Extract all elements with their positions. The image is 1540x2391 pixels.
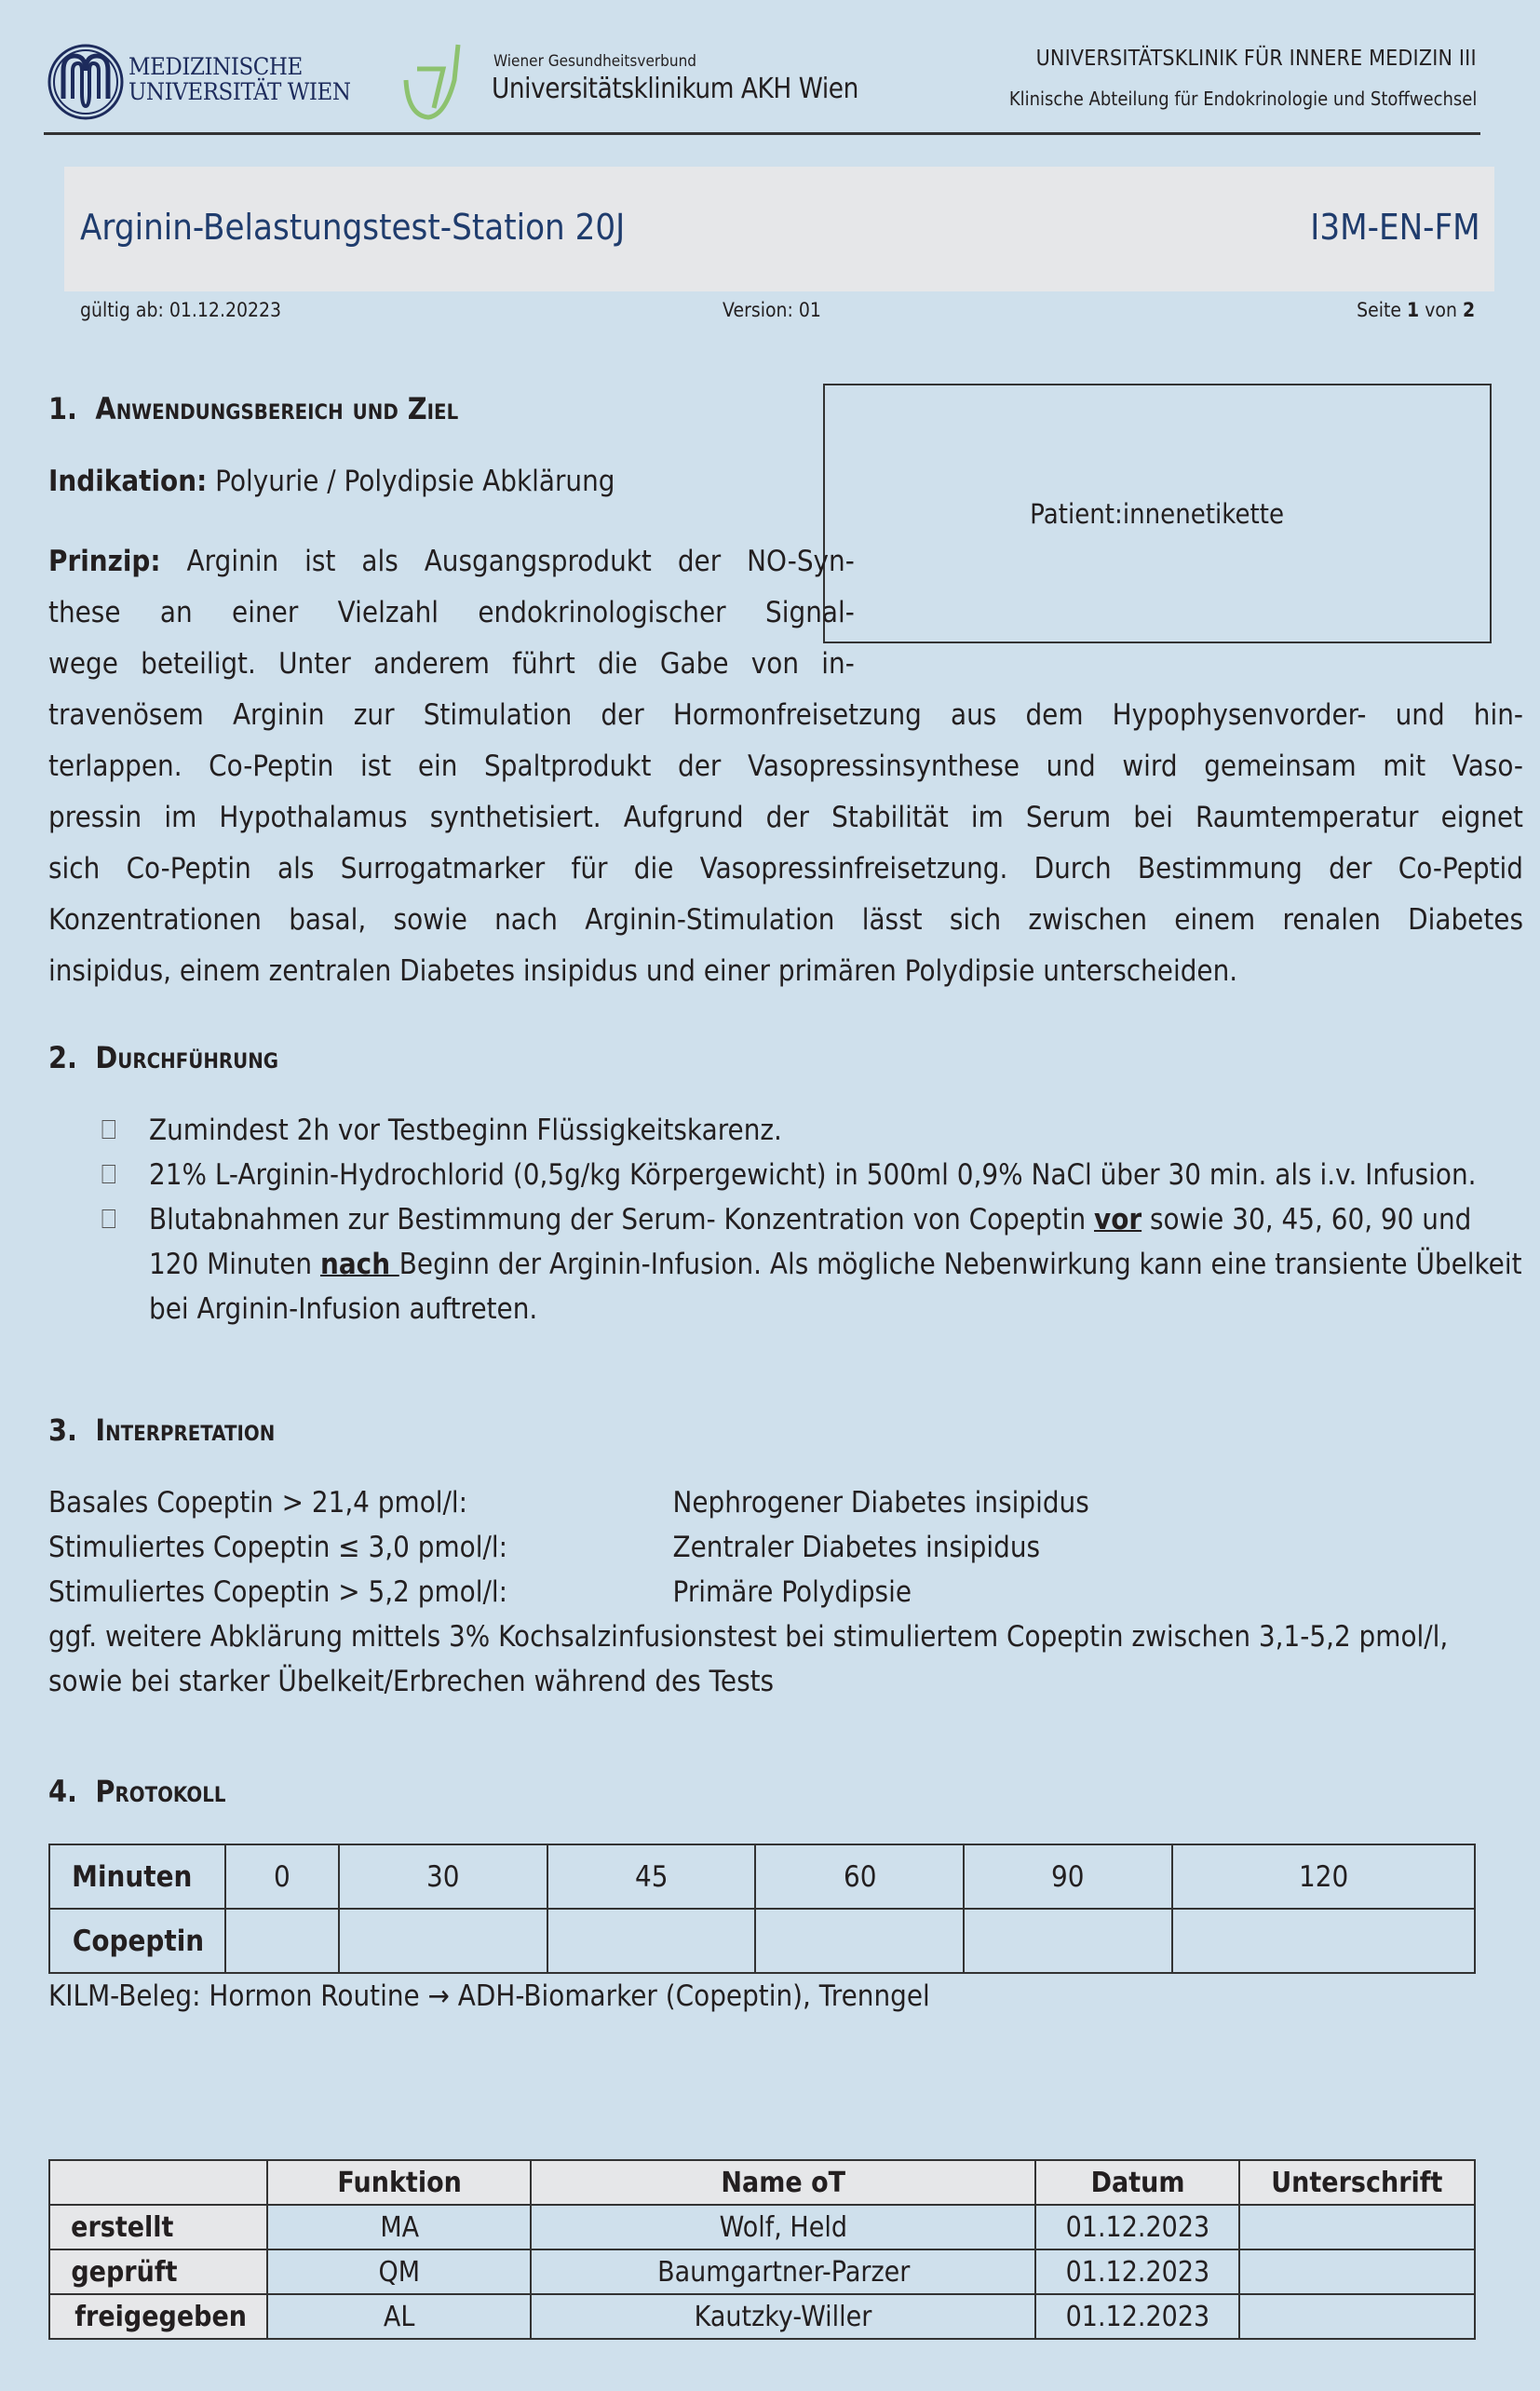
signature-unterschrift[interactable] <box>1239 2205 1475 2249</box>
section-1-title: Anwendungsbereich und Ziel <box>95 391 459 426</box>
copeptin-label: Copeptin <box>72 1924 205 1958</box>
section-2-title: Durchführung <box>95 1040 279 1075</box>
minutes-label: Minuten <box>72 1859 193 1894</box>
copeptin-cell[interactable] <box>339 1909 547 1973</box>
minutes-value: 90 <box>1051 1859 1085 1894</box>
interpretation-note: ggf. weitere Abklärung mittels 3% Kochsalzinfusionstest bei stimuliertem Copeptin zwischen 3,1-5,2 pmol/l, sowie bei starker Übelkeit/Erbrechen während des Tests <box>48 1620 1449 1698</box>
section-2-heading <box>48 1040 278 1075</box>
procedure-item-text: Beginn der Arginin-Infusion. Als mögliche Nebenwirkung kann eine transiente Übelkeit bei Arginin-Infusion auftreten. <box>149 1248 1522 1326</box>
procedure-list <box>48 1108 1523 1331</box>
name-text: Baumgartner-Parzer <box>656 2255 911 2289</box>
meduni-wien-wordmark <box>128 54 351 104</box>
procedure-item-text: 21% L-Arginin-Hydrochlorid (0,5g/kg Körpergewicht) in 500ml 0,9% NaCl über 30 min. als i.v. Infusion. <box>149 1158 1477 1192</box>
bullet-box-icon <box>102 1165 115 1183</box>
meduni-line2: UNIVERSITÄT WIEN <box>128 78 351 105</box>
signature-unterschrift[interactable] <box>1239 2249 1475 2294</box>
section-3-heading <box>48 1412 275 1448</box>
procedure-item-text: Blutabnahmen zur Bestimmung der Serum- Konzentration von Copeptin <box>149 1203 1095 1236</box>
akh-wordmark-large: Universitätsklinikum AKH Wien <box>492 73 858 105</box>
section-1-heading <box>48 391 458 426</box>
interpretation-row <box>48 1480 1523 1525</box>
header-funktion: Funktion <box>336 2166 462 2199</box>
procedure-item <box>48 1108 1523 1153</box>
signature-table <box>48 2159 1476 2340</box>
signature-header-funktion <box>267 2160 532 2205</box>
header-name: Name oT <box>721 2166 846 2199</box>
section-1-number: 1. <box>48 391 77 426</box>
funktion-text: QM <box>378 2255 420 2289</box>
minutes-value: 0 <box>274 1859 290 1894</box>
protocol-row-minutes <box>49 1844 1475 1909</box>
section-2-number: 2. <box>48 1040 77 1075</box>
procedure-item <box>48 1153 1523 1197</box>
signature-funktion <box>267 2294 532 2339</box>
minutes-value: 120 <box>1298 1859 1349 1894</box>
prinzip-line: Konzentrationen basal, sowie nach Arginin-Stimulation lässt sich zwischen einem renalen Diabetes <box>48 903 1523 937</box>
section-4-number: 4. <box>48 1774 77 1809</box>
section-3-title: Interpretation <box>95 1412 276 1448</box>
copeptin-cell[interactable] <box>964 1909 1172 1973</box>
signature-row-label <box>49 2249 267 2294</box>
prinzip-paragraph-cont <box>48 690 1523 997</box>
prinzip-line: wege beteiligt. Unter anderem führt die Gabe von in- <box>48 647 855 681</box>
signature-datum <box>1035 2294 1239 2339</box>
minutes-cell <box>225 1844 339 1909</box>
emphasis-vor: vor <box>1094 1203 1142 1236</box>
protocol-table <box>48 1844 1476 1974</box>
minutes-value: 60 <box>843 1859 877 1894</box>
akh-wordmark-small: Wiener Gesundheitsverbund <box>493 52 696 71</box>
signature-row <box>49 2249 1475 2294</box>
bullet-box-icon <box>102 1120 115 1139</box>
page-mid: von <box>1419 299 1463 321</box>
protocol-row-label <box>49 1844 225 1909</box>
minutes-cell <box>964 1844 1172 1909</box>
funktion-text: MA <box>379 2210 419 2244</box>
signature-name <box>531 2205 1035 2249</box>
akh-wien-logo-icon <box>402 43 467 122</box>
emphasis-nach: nach <box>319 1248 399 1281</box>
interpretation-row <box>48 1570 1523 1614</box>
signature-datum <box>1035 2249 1239 2294</box>
header-unterschrift: Unterschrift <box>1271 2166 1443 2199</box>
meduni-line1: MEDIZINISCHE <box>128 53 303 80</box>
signature-header-unterschrift <box>1239 2160 1475 2205</box>
row-label-text: geprüft <box>71 2255 178 2289</box>
indikation-text: Polyurie / Polydipsie Abklärung <box>207 465 615 498</box>
minutes-cell <box>755 1844 964 1909</box>
minutes-value: 45 <box>634 1859 669 1894</box>
prinzip-label: Prinzip: <box>48 545 161 578</box>
prinzip-line-text: Arginin ist als Ausgangsprodukt der NO-Syn- <box>160 545 855 578</box>
procedure-item-text: Zumindest 2h vor Testbeginn Flüssigkeitskarenz. <box>149 1114 782 1147</box>
funktion-text: AL <box>383 2300 415 2333</box>
signature-funktion <box>267 2205 532 2249</box>
signature-funktion <box>267 2249 532 2294</box>
signature-name <box>531 2294 1035 2339</box>
signature-row-label <box>49 2205 267 2249</box>
signature-header-empty <box>49 2160 267 2205</box>
protocol-row-copeptin <box>49 1909 1475 1973</box>
interpretation-criterion: Stimuliertes Copeptin ≤ 3,0 pmol/l: <box>48 1531 508 1564</box>
prinzip-line: terlappen. Co-Peptin ist ein Spaltprodukt der Vasopressinsynthese und wird gemeinsam mit Vaso- <box>48 750 1523 783</box>
page-total: 2 <box>1462 299 1475 321</box>
document-code: I3M-EN-FM <box>1310 207 1480 248</box>
patient-label-text: Patient:innenetikette <box>1030 497 1285 530</box>
minutes-cell <box>547 1844 756 1909</box>
valid-from: gültig ab: 01.12.20223 <box>80 299 282 321</box>
signature-header-datum <box>1035 2160 1239 2205</box>
datum-text: 01.12.2023 <box>1065 2210 1210 2244</box>
section-4-heading <box>48 1774 225 1809</box>
prinzip-line: insipidus, einem zentralen Diabetes insipidus und einer primären Polydipsie unterscheiden. <box>48 954 1238 988</box>
page-prefix: Seite <box>1357 299 1407 321</box>
patient-label-box <box>823 384 1492 643</box>
prinzip-line: travenösem Arginin zur Stimulation der Hormonfreisetzung aus dem Hypophysenvorder- und hin- <box>48 698 1523 732</box>
header-datum: Datum <box>1090 2166 1185 2199</box>
signature-header-row <box>49 2160 1475 2205</box>
procedure-item <box>48 1197 1523 1331</box>
prinzip-paragraph <box>48 536 855 690</box>
interpretation-criterion: Stimuliertes Copeptin > 5,2 pmol/l: <box>48 1575 508 1609</box>
minutes-cell <box>1172 1844 1475 1909</box>
copeptin-cell[interactable] <box>547 1909 756 1973</box>
signature-row <box>49 2205 1475 2249</box>
row-label-text: freigegeben <box>74 2300 248 2333</box>
interpretation-criterion: Basales Copeptin > 21,4 pmol/l: <box>48 1486 468 1520</box>
department-subtitle: Klinische Abteilung für Endokrinologie und Stoffwechsel <box>1008 88 1477 110</box>
interpretation-result: Zentraler Diabetes insipidus <box>672 1531 1041 1564</box>
page-current: 1 <box>1406 299 1420 321</box>
section-4-title: Protokoll <box>95 1774 226 1809</box>
minutes-value: 30 <box>426 1859 460 1894</box>
interpretation-row <box>48 1525 1523 1570</box>
section-3-number: 3. <box>48 1412 77 1448</box>
indikation <box>48 456 615 507</box>
signature-name <box>531 2249 1035 2294</box>
row-label-text: erstellt <box>71 2210 174 2244</box>
meduni-wien-logo-icon <box>47 43 125 121</box>
signature-datum <box>1035 2205 1239 2249</box>
prinzip-line: pressin im Hypothalamus synthetisiert. Aufgrund der Stabilität im Serum bei Raumtemperatur eignet <box>48 801 1523 834</box>
signature-header-name <box>531 2160 1035 2205</box>
bullet-box-icon <box>102 1209 115 1228</box>
copeptin-cell[interactable] <box>225 1909 339 1973</box>
prinzip-line: sich Co-Peptin als Surrogatmarker für die Vasopressinfreisetzung. Durch Bestimmung der Co-Peptid <box>48 852 1523 885</box>
document-title: Arginin-Belastungstest-Station 20J <box>80 207 626 248</box>
department-title: UNIVERSITÄTSKLINIK FÜR INNERE MEDIZIN III <box>1035 47 1477 71</box>
copeptin-cell[interactable] <box>1172 1909 1475 1973</box>
page-indicator <box>1357 299 1475 321</box>
signature-row <box>49 2294 1475 2339</box>
kilm-note: KILM-Beleg: Hormon Routine → ADH-Biomarker (Copeptin), Trenngel <box>48 1979 930 2013</box>
indikation-label: Indikation: <box>48 465 208 498</box>
prinzip-line: these an einer Vielzahl endokrinologischer Signal- <box>48 596 855 629</box>
signature-row-label <box>49 2294 267 2339</box>
datum-text: 01.12.2023 <box>1065 2255 1210 2289</box>
signature-unterschrift[interactable] <box>1239 2294 1475 2339</box>
procedure-item-text: sowie 30, 45, 60, 90 und 120 Minuten <box>149 1203 1472 1281</box>
interpretation-result: Primäre Polydipsie <box>672 1575 912 1609</box>
header-divider <box>44 132 1480 135</box>
name-text: Kautzky-Willer <box>694 2300 872 2333</box>
version: Version: 01 <box>723 299 821 321</box>
datum-text: 01.12.2023 <box>1065 2300 1210 2333</box>
protocol-row-label <box>49 1909 225 1973</box>
interpretation-list <box>48 1480 1523 1704</box>
minutes-cell <box>339 1844 547 1909</box>
name-text: Wolf, Held <box>719 2210 848 2244</box>
prinzip-line <box>48 536 855 588</box>
interpretation-result: Nephrogener Diabetes insipidus <box>672 1486 1089 1520</box>
copeptin-cell[interactable] <box>755 1909 964 1973</box>
